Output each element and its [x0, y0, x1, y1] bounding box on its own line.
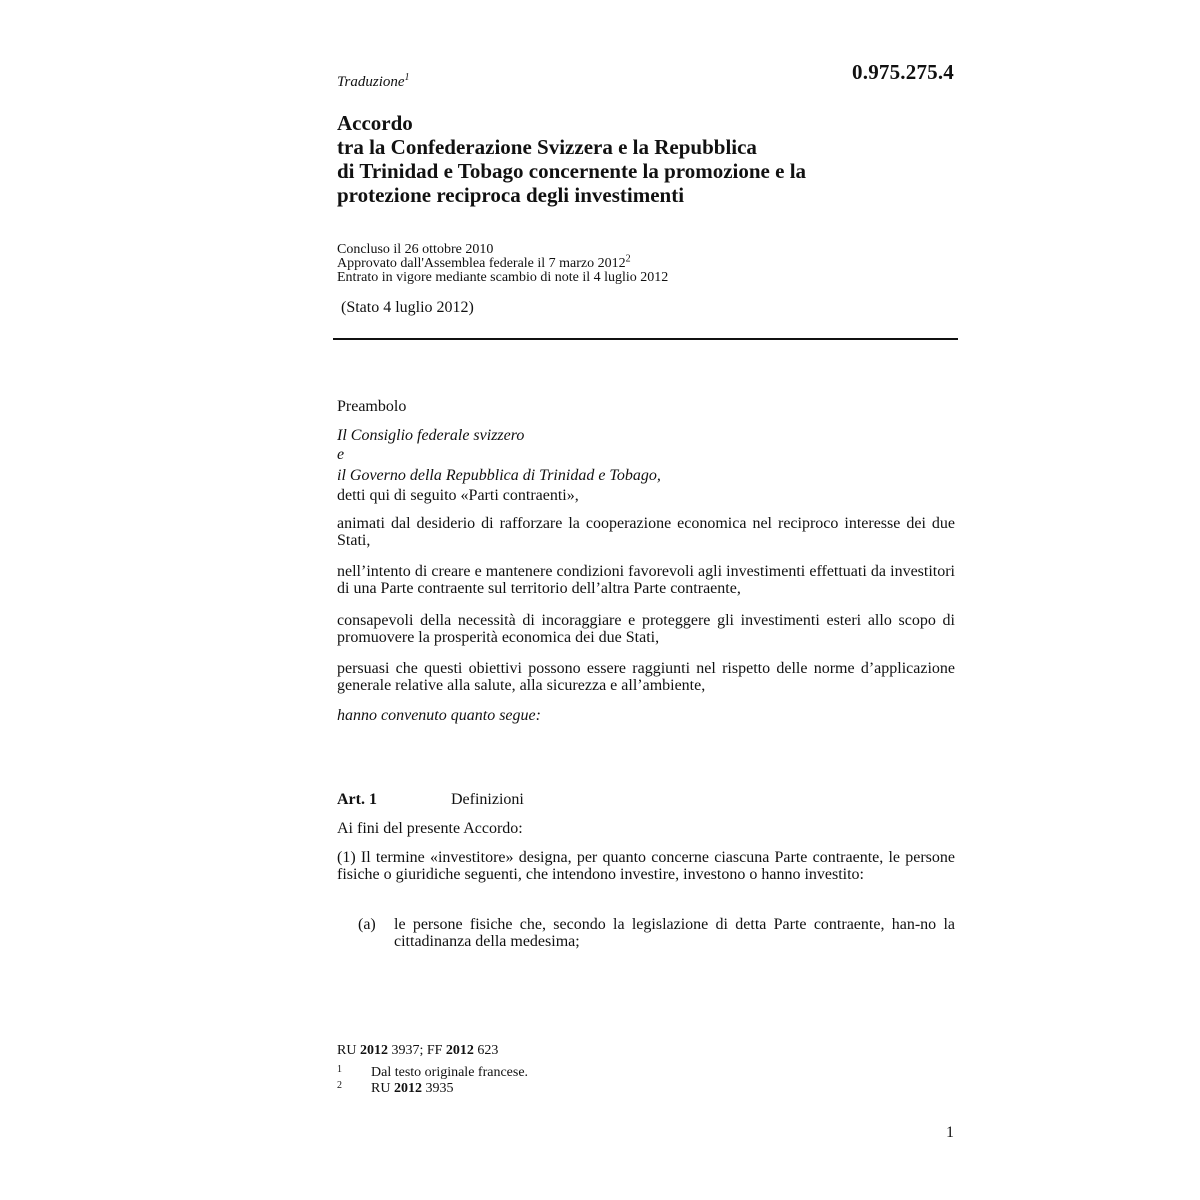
- preamble-party-1: Il Consiglio federale svizzero: [337, 427, 525, 444]
- preamble-hereinafter: detti qui di seguito «Parti contraenti»,: [337, 487, 579, 504]
- article-1-title: Definizioni: [451, 791, 524, 808]
- sr-number: 0.975.275.4: [852, 60, 954, 84]
- ru-year: 2012: [359, 1043, 388, 1058]
- publication-reference: [337, 1043, 955, 1059]
- footnote-mark-1: 1: [404, 72, 410, 83]
- entry-into-force-date: Entrato in vigore mediante scambio di note il 4 luglio 2012: [337, 270, 669, 285]
- approved-date: [337, 253, 955, 271]
- ff-page: 623: [477, 1043, 499, 1058]
- status-date: (Stato 4 luglio 2012): [341, 299, 474, 316]
- article-1-item-a: [358, 916, 955, 950]
- item-a-marker: (a): [358, 916, 376, 933]
- footnote-2-year: 2012: [393, 1081, 422, 1096]
- preamble-heading: Preambolo: [337, 398, 407, 415]
- document-title: [337, 111, 955, 207]
- preamble-recital-2: nell’intento di creare e mantenere condizioni favorevoli agli investimenti effettuati da investitori di una Parte contraente sul territorio dell’altra Parte contraente,: [337, 563, 955, 597]
- footnote-1-text: Dal testo originale francese.: [371, 1065, 529, 1080]
- footnote-2-text: [371, 1082, 453, 1096]
- item-a-text: le persone fisiche che, secondo la legislazione di detta Parte contraente, han-no la cittadinanza della medesima;: [394, 916, 955, 950]
- document-metadata: [337, 243, 955, 285]
- footnote-2-number: 2: [337, 1080, 342, 1091]
- translation-label-text: Traduzione: [337, 74, 405, 90]
- title-line-3: di Trinidad e Tobago concernente la promozione e la: [337, 159, 807, 183]
- article-1-heading: [337, 791, 955, 809]
- article-1-paragraph-1: (1) Il termine «investitore» designa, per quanto concerne ciascuna Parte contraente, le persone fisiche o giuridiche seguenti, che intendono investire, investono o hanno investito:: [337, 849, 955, 883]
- footnote-2-prefix: RU: [371, 1081, 391, 1096]
- page-number: 1: [946, 1124, 954, 1141]
- ru-label: RU: [337, 1043, 357, 1058]
- concluded-date: Concluso il 26 ottobre 2010: [337, 242, 494, 257]
- ff-year: 2012: [445, 1043, 474, 1058]
- footnote-1: [337, 1066, 528, 1080]
- title-line-2: tra la Confederazione Svizzera e la Repubblica: [337, 135, 757, 159]
- footnote-2: [337, 1082, 453, 1096]
- footnote-mark-2: 2: [625, 253, 631, 265]
- preamble-recital-3: consapevoli della necessità di incoraggiare e proteggere gli investimenti esteri allo scopo di promuovere la prosperità economica dei due Stati,: [337, 612, 955, 646]
- preamble-agreed: hanno convenuto quanto segue:: [337, 707, 541, 724]
- footnote-2-page: 3935: [425, 1081, 454, 1096]
- header-divider: [333, 338, 958, 340]
- preamble-party-2: il Governo della Repubblica di Trinidad e Tobago,: [337, 467, 661, 484]
- title-line-4: protezione reciproca degli investimenti: [337, 183, 685, 207]
- footnote-1-number: 1: [337, 1064, 342, 1075]
- title-line-1: Accordo: [337, 111, 413, 135]
- ru-page: 3937; FF: [391, 1043, 443, 1058]
- article-1-intro: Ai fini del presente Accordo:: [337, 820, 523, 837]
- preamble-recital-1: animati dal desiderio di rafforzare la cooperazione economica nel reciproco interesse dei due Stati,: [337, 515, 955, 549]
- article-1-number: Art. 1: [337, 791, 377, 808]
- approved-date-text: Approvato dall'Assemblea federale il 7 marzo 2012: [337, 256, 626, 271]
- translation-label: [337, 74, 955, 91]
- preamble-conjunction: e: [337, 446, 345, 463]
- preamble-recital-4: persuasi che questi obiettivi possono essere raggiunti nel rispetto delle norme d’applicazione generale relative alla salute, alla sicurezza e all’ambiente,: [337, 660, 955, 694]
